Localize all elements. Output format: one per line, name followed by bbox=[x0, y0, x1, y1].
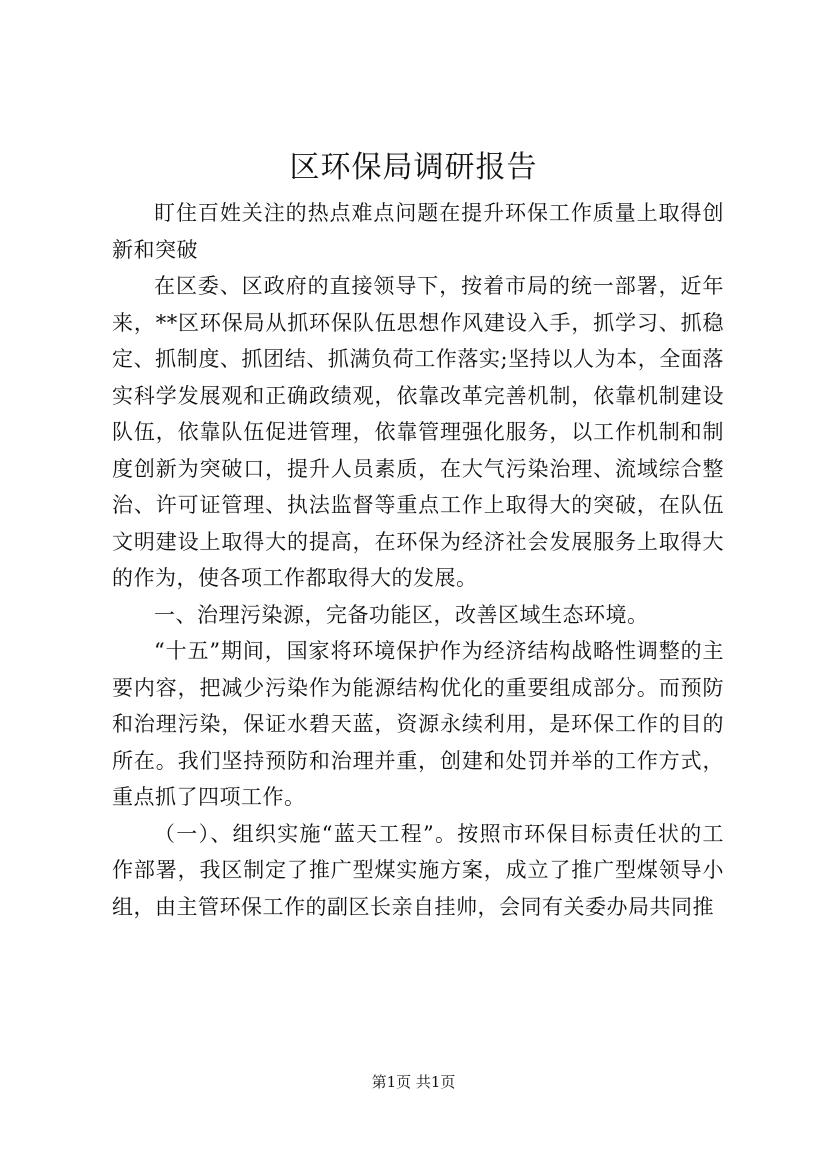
document-body bbox=[112, 195, 724, 925]
page-number-footer: 第1页 共1页 bbox=[371, 1073, 456, 1091]
section-heading-1: 一、治理污染源，完备功能区，改善区域生态环境。 bbox=[154, 602, 649, 627]
paragraph-subtitle: 盯住百姓关注的热点难点问题在提升环保工作质量上取得创新和突破 bbox=[112, 201, 724, 262]
document-title: 区环保局调研报告 bbox=[289, 150, 538, 185]
paragraph-section-1: “十五”期间，国家将环境保护作为经济结构战略性调整的主要内容，把减少污染作为能源结构优化的重要组成部分。而预防和治理污染，保证水碧天蓝，资源永续利用，是环保工作的目的所在。我们坚持预防和治理并重，创建和处罚并举的工作方式，重点抓了四项工作。 bbox=[112, 639, 724, 809]
paragraph-subsection-1: （一）、组织实施“蓝天工程”。按照市环保目标责任状的工作部署，我区制定了推广型煤实施方案，成立了推广型煤领导小组，由主管环保工作的副区长亲自挂帅，会同有关委办局共同推 bbox=[112, 821, 724, 919]
paragraph-introduction: 在区委、区政府的直接领导下，按着市局的统一部署，近年来，**区环保局从抓环保队伍思想作风建设入手，抓学习、抓稳定、抓制度、抓团结、抓满负荷工作落实;坚持以人为本，全面落实科学发展观和正确政绩观，依靠改革完善机制，依靠机制建设队伍，依靠队伍促进管理，依靠管理强化服务，以工作机制和制度创新为突破口，提升人员素质，在大气污染治理、流域综合整治、许可证管理、执法监督等重点工作上取得大的突破，在队伍文明建设上取得大的提高，在环保为经济社会发展服务上取得大的作为，使各项工作都取得大的发展。 bbox=[112, 274, 724, 590]
